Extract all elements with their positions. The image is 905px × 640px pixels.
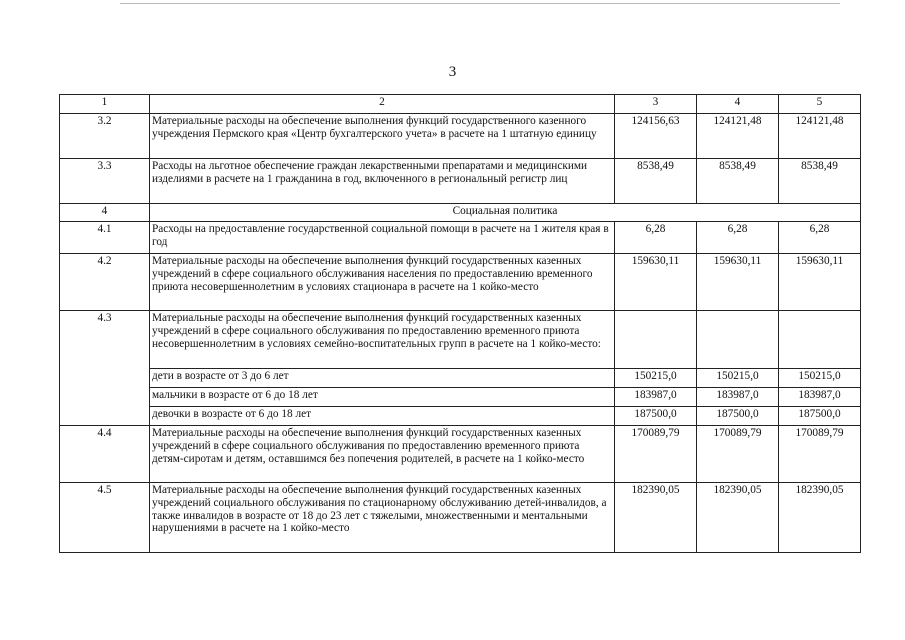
value-col-3: 8538,49 [615, 159, 697, 204]
row-number: 3.3 [60, 159, 150, 204]
row-number: 4.5 [60, 483, 150, 553]
value-col-3: 6,28 [615, 222, 697, 254]
value-col-4: 170089,79 [697, 426, 779, 483]
value-col-5: 183987,0 [779, 388, 861, 407]
value-col-5: 182390,05 [779, 483, 861, 553]
value-col-4: 6,28 [697, 222, 779, 254]
sub-row-description: мальчики в возрасте от 6 до 18 лет [150, 388, 615, 407]
row-number: 4.1 [60, 222, 150, 254]
row-description: Материальные расходы на обеспечение выполнения функций государственных казенных учреждений в сфере социального обслуживания по предоставлению временного приюта несовершеннолетним в условиях семейно-воспитательных групп в расчете на 1 койко-место: [150, 311, 615, 369]
table-row [60, 426, 861, 483]
sub-row [60, 388, 861, 407]
value-col-4: 124121,48 [697, 114, 779, 159]
value-col-3: 187500,0 [615, 407, 697, 426]
section-title: Социальная политика [150, 204, 861, 222]
value-col-4: 183987,0 [697, 388, 779, 407]
value-col-5-empty [779, 311, 861, 369]
value-col-5: 6,28 [779, 222, 861, 254]
table-row [60, 254, 861, 311]
row-description: Расходы на предоставление государственной социальной помощи в расчете на 1 жителя края в год [150, 222, 615, 254]
row-number: 4.3 [60, 311, 150, 426]
header-col-1: 1 [60, 95, 150, 114]
value-col-3: 170089,79 [615, 426, 697, 483]
value-col-5: 170089,79 [779, 426, 861, 483]
value-col-4: 150215,0 [697, 369, 779, 388]
value-col-5: 159630,11 [779, 254, 861, 311]
table-header-row [60, 95, 861, 114]
table-row [60, 159, 861, 204]
table-row [60, 114, 861, 159]
header-col-5: 5 [779, 95, 861, 114]
value-col-5: 187500,0 [779, 407, 861, 426]
norms-table [59, 94, 861, 553]
sub-row-description: девочки в возрасте от 6 до 18 лет [150, 407, 615, 426]
sub-row-description: дети в возрасте от 3 до 6 лет [150, 369, 615, 388]
row-description: Материальные расходы на обеспечение выполнения функций государственных казенных учреждений в сфере социального обслуживания по предоставлению временного приюта детям-сиротам и детям, оставшимся без попечения родителей, в расчете на 1 койко-место [150, 426, 615, 483]
table-row [60, 483, 861, 553]
sub-row [60, 369, 861, 388]
value-col-3-empty [615, 311, 697, 369]
value-col-3: 124156,63 [615, 114, 697, 159]
row-number: 4.2 [60, 254, 150, 311]
value-col-5: 150215,0 [779, 369, 861, 388]
value-col-4: 8538,49 [697, 159, 779, 204]
row-number: 3.2 [60, 114, 150, 159]
page-number: 3 [448, 64, 457, 80]
row-description: Материальные расходы на обеспечение выполнения функций государственных казенных учреждений социального обслуживания по стационарному обслуживанию детей-инвалидов, а также инвалидов в возрасте от 18 до 23 лет с тяжелыми, множественными и ментальными нарушениями в расчете на 1 койко-место [150, 483, 615, 553]
value-col-3: 183987,0 [615, 388, 697, 407]
value-col-3: 159630,11 [615, 254, 697, 311]
scan-edge-line [120, 3, 840, 4]
section-row [60, 204, 861, 222]
sub-row [60, 407, 861, 426]
value-col-4: 182390,05 [697, 483, 779, 553]
table-row [60, 311, 861, 369]
row-description: Материальные расходы на обеспечение выполнения функций государственных казенных учреждений в сфере социального обслуживания населения по предоставлению временного приюта несовершеннолетним в условиях стационара в расчете на 1 койко-место [150, 254, 615, 311]
header-col-4: 4 [697, 95, 779, 114]
table-row [60, 222, 861, 254]
value-col-4-empty [697, 311, 779, 369]
row-number: 4.4 [60, 426, 150, 483]
value-col-3: 150215,0 [615, 369, 697, 388]
value-col-5: 8538,49 [779, 159, 861, 204]
header-col-3: 3 [615, 95, 697, 114]
value-col-4: 159630,11 [697, 254, 779, 311]
header-col-2: 2 [150, 95, 615, 114]
row-description: Материальные расходы на обеспечение выполнения функций государственного казенного учреждения Пермского края «Центр бухгалтерского учета» в расчете на 1 штатную единицу [150, 114, 615, 159]
value-col-3: 182390,05 [615, 483, 697, 553]
value-col-5: 124121,48 [779, 114, 861, 159]
section-number: 4 [60, 204, 150, 222]
value-col-4: 187500,0 [697, 407, 779, 426]
row-description: Расходы на льготное обеспечение граждан лекарственными препаратами и медицинскими изделиями в расчете на 1 гражданина в год, включенного в региональный регистр лиц [150, 159, 615, 204]
